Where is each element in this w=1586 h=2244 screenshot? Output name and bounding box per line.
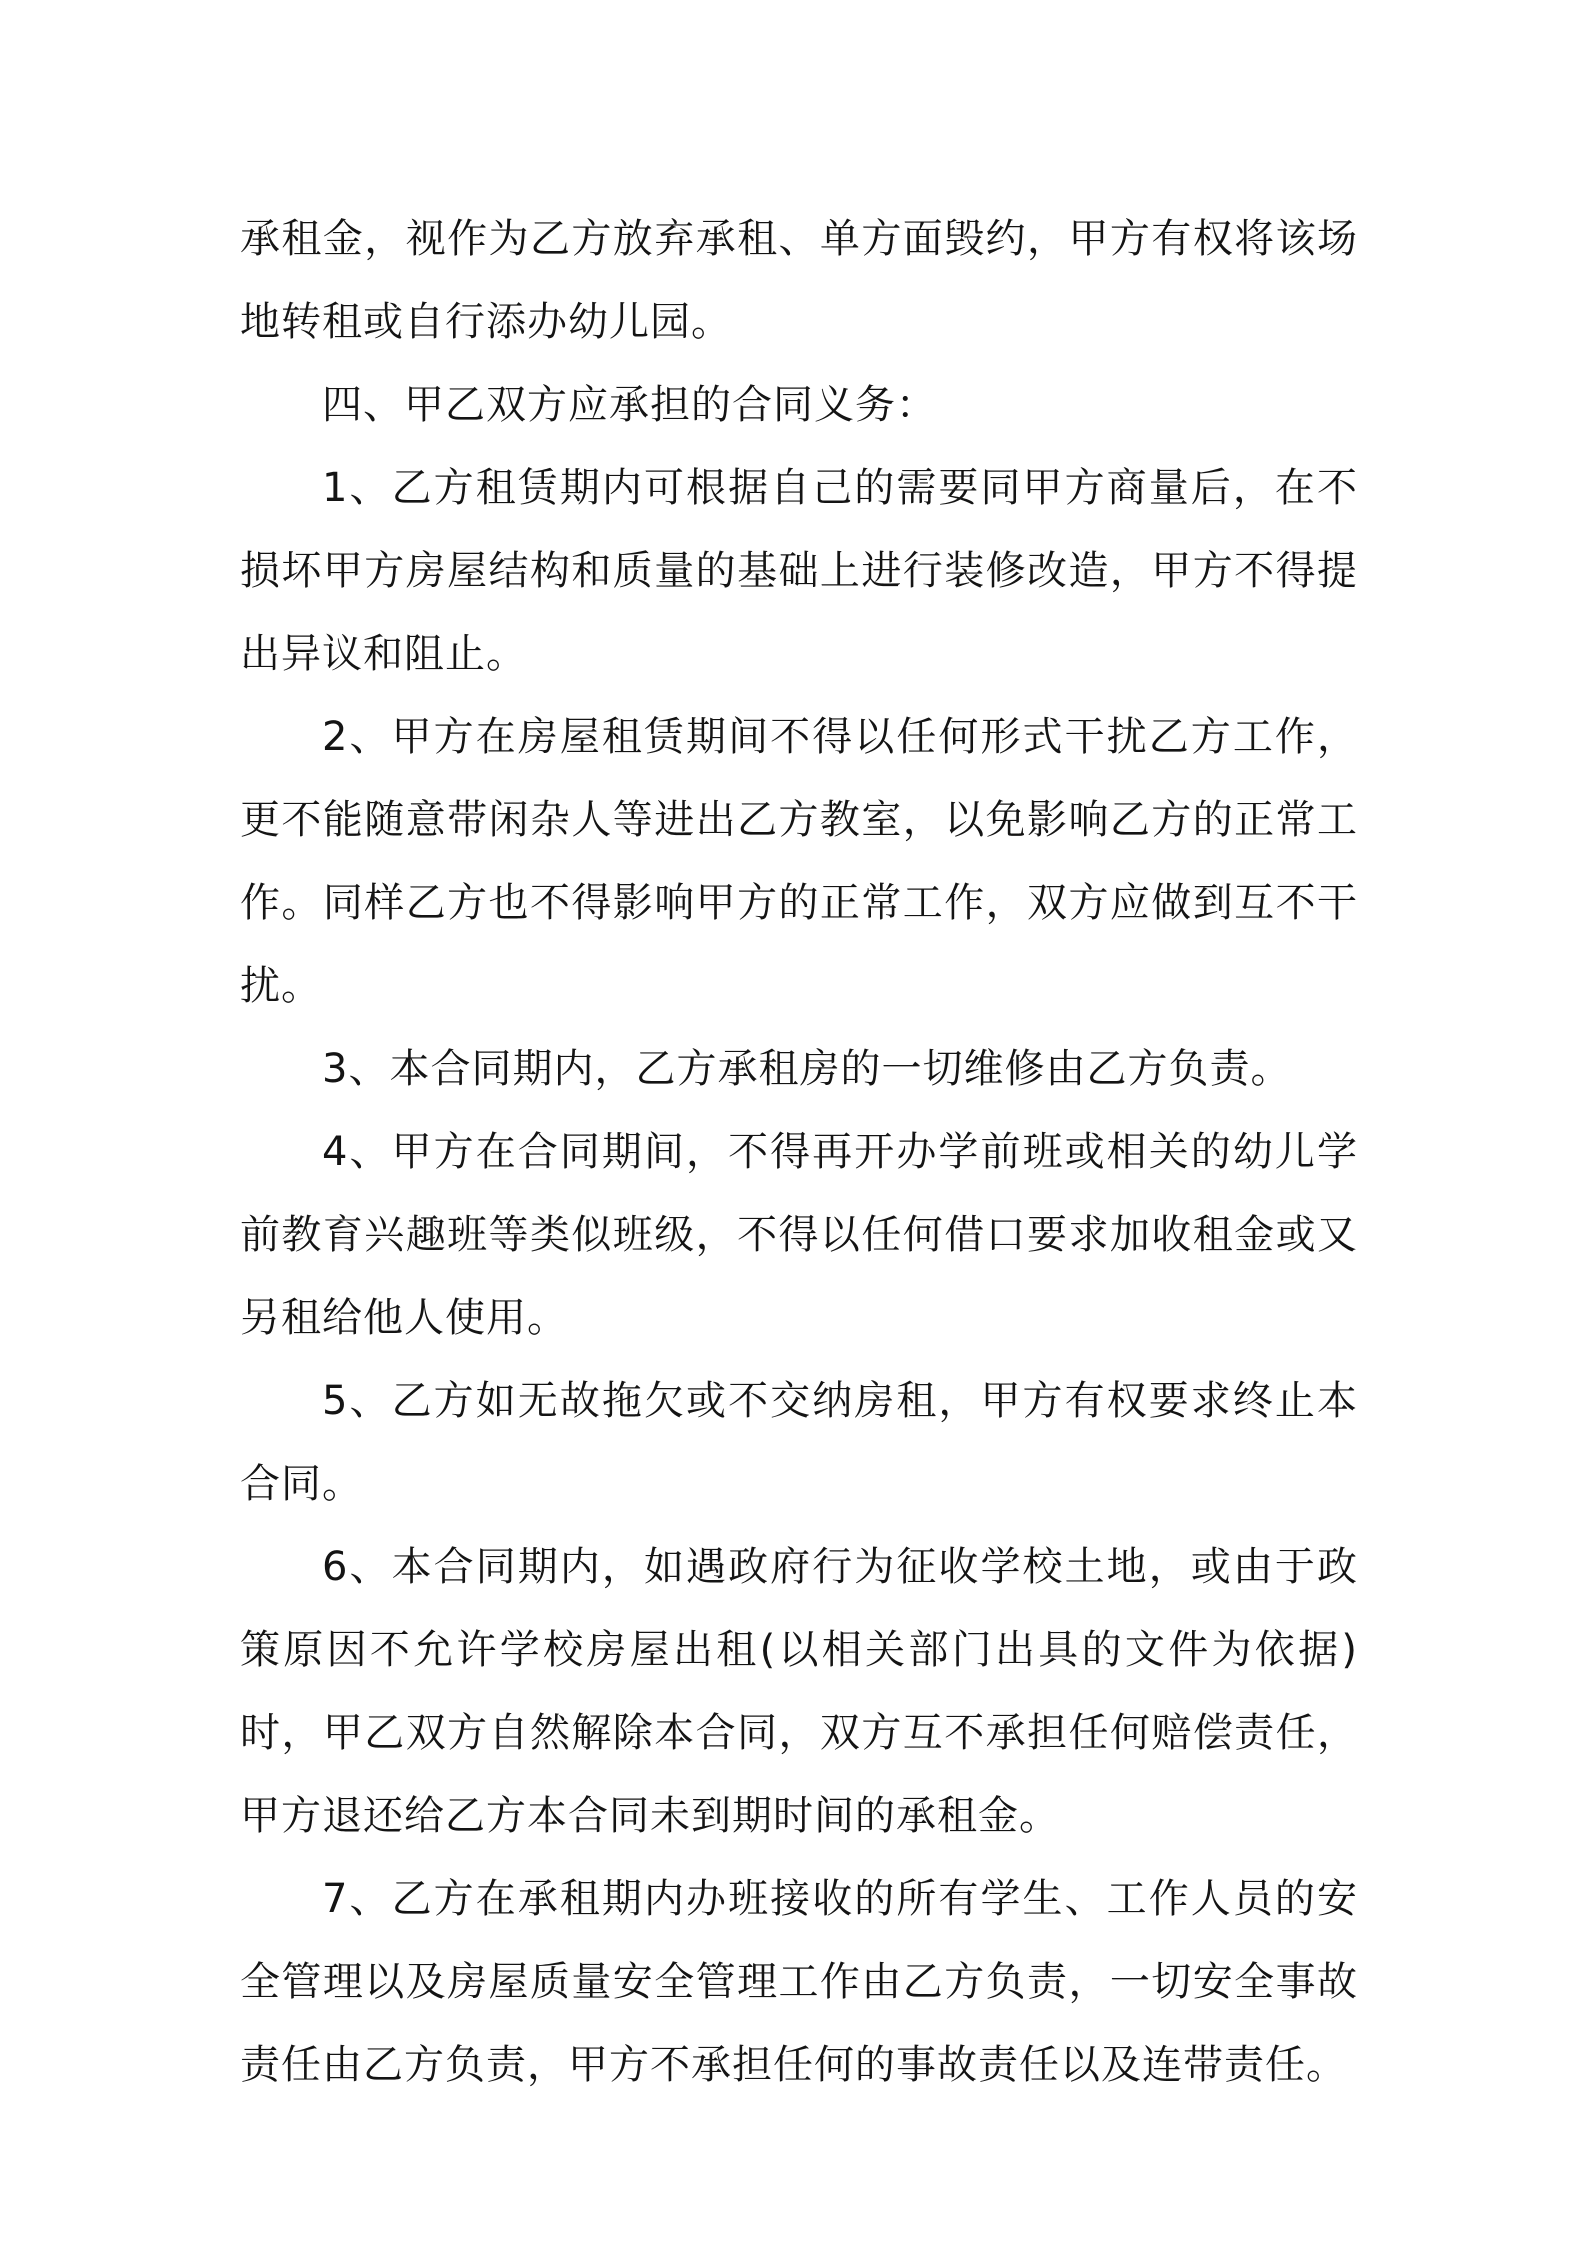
obligation-item-5: 5、乙方如无故拖欠或不交纳房租，甲方有权要求终止本合同。 [240, 1378, 1358, 1507]
obligation-item-1: 1、乙方租赁期内可根据自己的需要同甲方商量后，在不损坏甲方房屋结构和质量的基础上进行装修改造，甲方不得提出异议和阻止。 [240, 465, 1358, 677]
contract-body [240, 198, 1358, 2107]
paragraph-continuation: 承租金，视作为乙方放弃承租、单方面毁约，甲方有权将该场地转租或自行添办幼儿园。 [240, 216, 1358, 345]
section-heading-obligations: 四、甲乙双方应承担的合同义务： [322, 382, 937, 428]
obligation-item-2: 2、甲方在房屋租赁期间不得以任何形式干扰乙方工作，更不能随意带闲杂人等进出乙方教室，以免影响乙方的正常工作。同样乙方也不得影响甲方的正常工作，双方应做到互不干扰。 [240, 714, 1358, 1009]
obligation-item-6: 6、本合同期内，如遇政府行为征收学校土地，或由于政策原因不允许学校房屋出租(以相关部门出具的文件为依据)时，甲乙双方自然解除本合同，双方互不承担任何赔偿责任，甲方退还给乙方本合同未到期时间的承租金。 [240, 1544, 1358, 1839]
obligation-item-4: 4、甲方在合同期间，不得再开办学前班或相关的幼儿学前教育兴趣班等类似班级，不得以任何借口要求加收租金或又另租给他人使用。 [240, 1129, 1358, 1341]
obligation-item-7: 7、乙方在承租期内办班接收的所有学生、工作人员的安全管理以及房屋质量安全管理工作由乙方负责，一切安全事故责任由乙方负责，甲方不承担任何的事故责任以及连带责任。 [240, 1876, 1358, 2088]
obligation-item-3: 3、本合同期内，乙方承租房的一切维修由乙方负责。 [322, 1046, 1292, 1092]
